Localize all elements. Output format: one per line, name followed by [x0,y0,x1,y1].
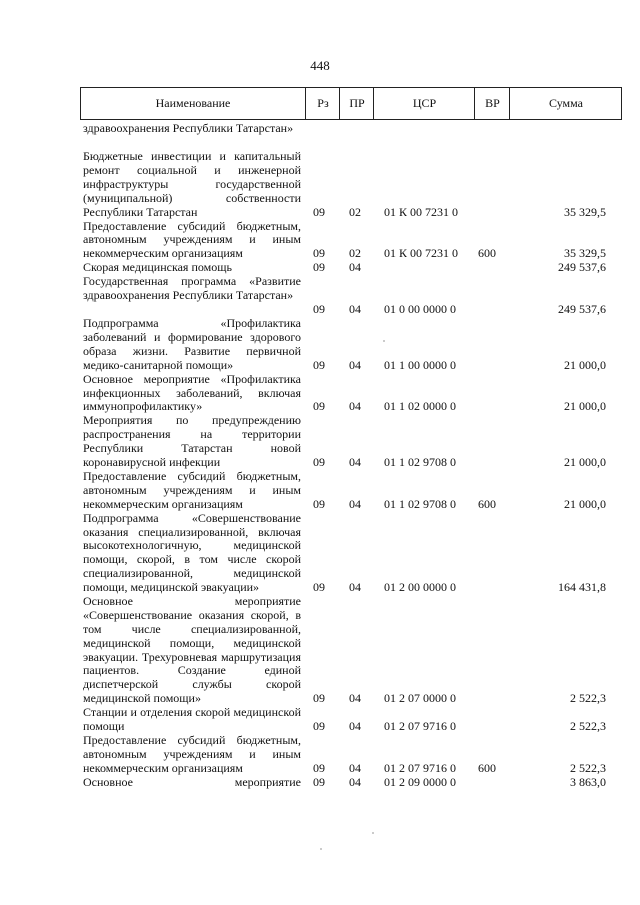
row-name: здравоохранения Республики Татарстан» [83,121,294,135]
row-pr: 04 [349,580,361,595]
row-name: Подпрограмма «Профилактика заболеваний и формирование здорового образа жизни. Развитие первичной медико-санитарной помощи» [83,316,301,372]
row-csr: 01 2 00 0000 0 [384,580,456,595]
scan-speck [383,340,385,342]
header-vr: ВР [474,88,510,119]
row-rz: 09 [313,580,325,595]
row-name: Подпрограмма «Совершенствование оказания специализированной, включая высокотехнологичную, медицинской помощи, скорой, в том числе скорой специализированной, медицинской помощи, медицинской эвакуации» [83,510,301,595]
scan-speck [320,848,322,850]
row-csr: 01 К 00 7231 0 [384,246,459,261]
row-csr: 01 1 02 9708 0 [384,496,456,511]
row-vr: 600 [478,496,496,511]
row-name: Основное мероприятие [83,774,301,789]
row-pr: 04 [349,454,361,469]
row-pr: 04 [349,691,361,706]
row-sum: 35 329,5 [564,204,606,219]
row-name: Скорая медицинская помощь [83,260,232,275]
row-pr: 04 [349,774,361,789]
row-name: Бюджетные инвестиции и капитальный ремонт социальной и инженерной инфраструктуры государственной (муниципальной) собственности Республики Татарстан [83,149,301,219]
row-csr: 01 2 07 9716 0 [384,760,456,775]
row-csr: 01 1 00 0000 0 [384,357,456,372]
header-pr: ПР [339,88,374,119]
row-sum: 21 000,0 [564,454,606,469]
header-csr: ЦСР [373,88,475,119]
header-name: Наименование [155,96,231,110]
row-csr: 01 0 00 0000 0 [384,301,456,316]
row-sum: 35 329,5 [564,246,606,261]
row-csr: 01 2 07 0000 0 [384,691,456,706]
row-csr: 01 2 09 0000 0 [384,774,456,789]
row-sum: 249 537,6 [558,260,606,275]
row-rz: 09 [313,260,325,275]
row-name: Основное мероприятие «Профилактика инфекционных заболеваний, включая иммунопрофилактику» [83,371,301,414]
row-csr: 01 1 02 9708 0 [384,454,456,469]
row-csr: 01 К 00 7231 0 [384,204,459,219]
row-rz: 09 [313,357,325,372]
row-pr: 04 [349,357,361,372]
row-sum: 3 863,0 [570,774,606,789]
row-pr: 04 [349,718,361,733]
row-pr: 02 [349,246,361,261]
row-rz: 09 [313,718,325,733]
row-pr: 04 [349,760,361,775]
row-rz: 09 [313,496,325,511]
page-number: 448 [310,58,330,73]
row-name: Предоставление субсидий бюджетным, автономным учреждениям и иным некоммерческим организациям [83,468,301,511]
row-name: Предоставление субсидий бюджетным, автономным учреждениям и иным некоммерческим организациям [83,732,301,775]
row-rz: 09 [313,454,325,469]
row-sum: 249 537,6 [558,301,606,316]
row-name: Станции и отделения скорой медицинской помощи [83,705,301,733]
row-rz: 09 [313,691,325,706]
row-rz: 09 [313,246,325,261]
header-rz: Рз [305,88,340,119]
row-name: Основное мероприятие «Совершенствование оказания скорой, в том числе специализированной, медицинской помощи, медицинской эвакуации. Трехуровневая маршрутизация пациентов. Создание единой диспетчерской службы скорой медицинской помощи» [83,593,301,706]
row-sum: 2 522,3 [570,691,606,706]
row-sum: 2 522,3 [570,718,606,733]
row-name: Государственная программа «Развитие здравоохранения Республики Татарстан» [83,274,301,303]
row-vr: 600 [478,760,496,775]
row-rz: 09 [313,760,325,775]
row-pr: 02 [349,204,361,219]
row-sum: 21 000,0 [564,496,606,511]
row-vr: 600 [478,246,496,261]
row-csr: 01 2 07 9716 0 [384,718,456,733]
header-sum: Сумма [509,88,622,119]
scan-speck [372,832,374,834]
row-csr: 01 1 02 0000 0 [384,399,456,414]
row-sum: 164 431,8 [558,580,606,595]
row-sum: 21 000,0 [564,357,606,372]
row-pr: 04 [349,260,361,275]
row-rz: 09 [313,204,325,219]
row-name: Предоставление субсидий бюджетным, автономным учреждениям и иным некоммерческим организациям [83,218,301,261]
row-rz: 09 [313,399,325,414]
row-pr: 04 [349,496,361,511]
row-rz: 09 [313,301,325,316]
row-pr: 04 [349,399,361,414]
row-sum: 21 000,0 [564,399,606,414]
row-sum: 2 522,3 [570,760,606,775]
row-rz: 09 [313,774,325,789]
table-header [80,87,622,120]
row-pr: 04 [349,301,361,316]
row-name: Мероприятия по предупреждению распространения на территории Республики Татарстан новой коронавирусной инфекции [83,413,301,470]
